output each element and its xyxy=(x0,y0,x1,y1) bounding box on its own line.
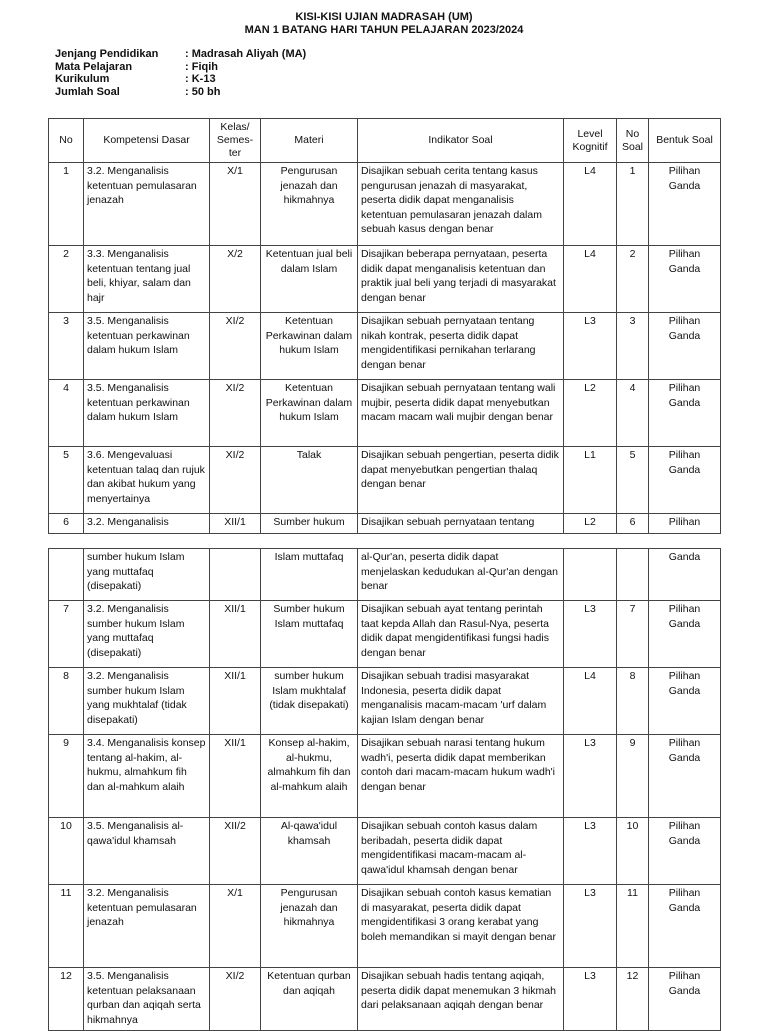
table-cell-no: 1 xyxy=(49,163,84,246)
table-cell-no-soal: 1 xyxy=(617,163,649,246)
table-cell-bentuk: Pilihan Ganda xyxy=(649,885,721,968)
header-no: No xyxy=(49,119,84,163)
table-header-row xyxy=(49,119,721,163)
table-row xyxy=(49,668,721,735)
info-label: Jumlah Soal xyxy=(55,85,120,98)
table-cell-level: L2 xyxy=(564,380,617,447)
table-row xyxy=(49,514,721,534)
document-title: KISI-KISI UJIAN MADRASAH (UM) xyxy=(295,11,473,23)
table-cell-indikator: Disajikan sebuah pernyataan tentang wali mujbir, peserta didik dapat menyebutkan macam macam wali mujbir dengan benar xyxy=(358,380,564,447)
table-cell-bentuk: Pilihan Ganda xyxy=(649,246,721,313)
table-cell-no: 10 xyxy=(49,818,84,885)
table-cell-indikator: Disajikan sebuah pernyataan tentang xyxy=(358,514,564,534)
table-cell-level: L3 xyxy=(564,313,617,380)
info-value: : Madrasah Aliyah (MA) xyxy=(185,48,307,60)
table-cell-indikator: Disajikan sebuah contoh kasus dalam beribadah, peserta didik dapat mengidentifikasi macam-macam al-qawa'idul khamsah dengan benar xyxy=(358,818,564,885)
table-cell-indikator: Disajikan beberapa pernyataan, peserta didik dapat menganalisis ketentuan dan praktik jual beli yang terjadi di masyarakat dengan benar xyxy=(358,246,564,313)
table-cell-kompetensi: 3.5. Menganalisis ketentuan pelaksanaan qurban dan aqiqah serta hikmahnya xyxy=(84,968,210,1031)
table-cell-bentuk: Pilihan Ganda xyxy=(649,313,721,380)
info-value: : K-13 xyxy=(185,73,216,85)
table-cell-kelas: X/1 xyxy=(210,163,261,246)
table-row xyxy=(49,885,721,968)
table-cell-kelas: XI/2 xyxy=(210,313,261,380)
table-cell-kelas: XI/2 xyxy=(210,380,261,447)
table-cell-level xyxy=(564,549,617,601)
table-cell-indikator: Disajikan sebuah contoh kasus kematian di masyarakat, peserta didik dapat mengidentifikasi 3 orang kerabat yang boleh memandikan si mayit dengan benar xyxy=(358,885,564,968)
table-row xyxy=(49,601,721,668)
table-cell-bentuk: Pilihan Ganda xyxy=(649,447,721,514)
header-no-soal: No Soal xyxy=(617,119,649,163)
kisi-table-page-1 xyxy=(48,118,721,534)
table-row xyxy=(49,313,721,380)
table-cell-kelas: XI/2 xyxy=(210,447,261,514)
table-cell-indikator: Disajikan sebuah ayat tentang perintah taat kepda Allah dan Rasul-Nya, peserta didik dapat mengidentifikasi fungsi hadis dengan benar xyxy=(358,601,564,668)
info-block xyxy=(55,48,306,98)
table-cell-materi: Sumber hukum Islam muttafaq xyxy=(261,601,358,668)
table-cell-level: L3 xyxy=(564,968,617,1031)
table-cell-no-soal: 2 xyxy=(617,246,649,313)
table-cell-materi: Konsep al-hakim, al-hukmu, almahkum fih dan al-mahkum alaih xyxy=(261,735,358,818)
table-cell-no-soal: 7 xyxy=(617,601,649,668)
table-cell-kompetensi: 3.6. Mengevaluasi ketentuan talaq dan rujuk dan akibat hukum yang menyertainya xyxy=(84,447,210,514)
info-label: Jenjang Pendidikan xyxy=(55,48,159,60)
header-level: Level Kognitif xyxy=(564,119,617,163)
table-cell-bentuk: Pilihan Ganda xyxy=(649,818,721,885)
table-cell-level: L3 xyxy=(564,735,617,818)
table-cell-kompetensi: 3.2. Menganalisis sumber hukum Islam yang mukhtalaf (tidak disepakati) xyxy=(84,668,210,735)
table-cell-level: L4 xyxy=(564,246,617,313)
table-cell-kompetensi: 3.2. Menganalisis sumber hukum Islam yang muttafaq (disepakati) xyxy=(84,601,210,668)
table-cell-no-soal: 10 xyxy=(617,818,649,885)
table-cell-materi: Pengurusan jenazah dan hikmahnya xyxy=(261,163,358,246)
table-cell-kompetensi: 3.4. Menganalisis konsep tentang al-hakim, al-hukmu, almahkum fih dan al-mahkum alaih xyxy=(84,735,210,818)
table-cell-kelas: XI/2 xyxy=(210,968,261,1031)
table-cell-bentuk: Pilihan xyxy=(649,514,721,534)
info-value: : Fiqih xyxy=(185,60,218,73)
table-cell-bentuk: Pilihan Ganda xyxy=(649,668,721,735)
table-cell-bentuk: Pilihan Ganda xyxy=(649,601,721,668)
table-cell-bentuk: Ganda xyxy=(649,549,721,601)
header-kelas: Kelas/ Semes- ter xyxy=(210,119,261,163)
header-kompetensi: Kompetensi Dasar xyxy=(84,119,210,163)
info-row-mapel xyxy=(55,61,306,74)
table-cell-materi: Pengurusan jenazah dan hikmahnya xyxy=(261,885,358,968)
table-cell-level: L3 xyxy=(564,818,617,885)
table-cell-no-soal: 4 xyxy=(617,380,649,447)
header-materi: Materi xyxy=(261,119,358,163)
table-cell-kompetensi: 3.5. Menganalisis al-qawa'idul khamsah xyxy=(84,818,210,885)
table-cell-no: 4 xyxy=(49,380,84,447)
table-row xyxy=(49,447,721,514)
table-row xyxy=(49,735,721,818)
table-cell-materi: sumber hukum Islam mukhtalaf (tidak disepakati) xyxy=(261,668,358,735)
header-bentuk: Bentuk Soal xyxy=(649,119,721,163)
document-subtitle: MAN 1 BATANG HARI TAHUN PELAJARAN 2023/2024 xyxy=(244,24,524,36)
table-cell-kompetensi: 3.2. Menganalisis ketentuan pemulasaran jenazah xyxy=(84,163,210,246)
table-cell-kelas: XII/1 xyxy=(210,668,261,735)
info-row-jumlah-soal xyxy=(55,86,306,99)
table-row xyxy=(49,246,721,313)
table-cell-no: 9 xyxy=(49,735,84,818)
table-cell-kelas: XII/1 xyxy=(210,735,261,818)
table-cell-materi: Ketentuan qurban dan aqiqah xyxy=(261,968,358,1031)
table-cell-kelas: X/2 xyxy=(210,246,261,313)
table-cell-materi: Islam muttafaq xyxy=(261,549,358,601)
table-cell-indikator: Disajikan sebuah hadis tentang aqiqah, peserta didik dapat menemukan 3 hikmah dari pelaksanaan aqiqah dengan benar xyxy=(358,968,564,1031)
table-cell-level: L3 xyxy=(564,885,617,968)
table-cell-level: L4 xyxy=(564,668,617,735)
info-label: Mata Pelajaran xyxy=(55,60,133,73)
table-cell-no: 3 xyxy=(49,313,84,380)
table-cell-kompetensi: 3.5. Menganalisis ketentuan perkawinan dalam hukum Islam xyxy=(84,380,210,447)
table-cell-kelas: X/1 xyxy=(210,885,261,968)
table-cell-no-soal: 8 xyxy=(617,668,649,735)
table-cell-level: L4 xyxy=(564,163,617,246)
table-cell-level: L2 xyxy=(564,514,617,534)
table-cell-kompetensi: sumber hukum Islam yang muttafaq (disepakati) xyxy=(84,549,210,601)
table-cell-kelas: XII/2 xyxy=(210,818,261,885)
table-cell-no-soal: 12 xyxy=(617,968,649,1031)
table-cell-level: L1 xyxy=(564,447,617,514)
table-row xyxy=(49,549,721,601)
table-cell-bentuk: Pilihan Ganda xyxy=(649,163,721,246)
table-cell-materi: Ketentuan Perkawinan dalam hukum Islam xyxy=(261,313,358,380)
table-cell-bentuk: Pilihan Ganda xyxy=(649,380,721,447)
info-row-kurikulum xyxy=(55,73,306,86)
table-cell-no xyxy=(49,549,84,601)
table-cell-kompetensi: 3.5. Menganalisis ketentuan perkawinan dalam hukum Islam xyxy=(84,313,210,380)
table-row xyxy=(49,380,721,447)
table-row xyxy=(49,818,721,885)
table-cell-indikator: Disajikan sebuah tradisi masyarakat Indonesia, peserta didik dapat menganalisis macam-macam 'urf dalam kajian Islam dengan benar xyxy=(358,668,564,735)
table-cell-materi: Ketentuan jual beli dalam Islam xyxy=(261,246,358,313)
table-cell-no: 7 xyxy=(49,601,84,668)
table-cell-no: 5 xyxy=(49,447,84,514)
info-value: : 50 bh xyxy=(185,85,221,98)
table-row xyxy=(49,968,721,1031)
table-cell-no-soal: 11 xyxy=(617,885,649,968)
table-cell-kelas: XII/1 xyxy=(210,601,261,668)
table-cell-indikator: al-Qur'an, peserta didik dapat menjelaskan kedudukan al-Qur'an dengan benar xyxy=(358,549,564,601)
table-cell-bentuk: Pilihan Ganda xyxy=(649,735,721,818)
table-cell-kelas: XII/1 xyxy=(210,514,261,534)
table-cell-no: 12 xyxy=(49,968,84,1031)
header-indikator: Indikator Soal xyxy=(358,119,564,163)
kisi-table-page-2 xyxy=(48,548,721,1031)
table-cell-no: 8 xyxy=(49,668,84,735)
table-row xyxy=(49,163,721,246)
table-cell-materi: Ketentuan Perkawinan dalam hukum Islam xyxy=(261,380,358,447)
table-cell-kompetensi: 3.2. Menganalisis xyxy=(84,514,210,534)
table-cell-materi: Al-qawa'idul khamsah xyxy=(261,818,358,885)
info-label: Kurikulum xyxy=(55,73,110,85)
table-cell-kompetensi: 3.3. Menganalisis ketentuan tentang jual beli, khiyar, salam dan hajr xyxy=(84,246,210,313)
table-cell-no-soal: 9 xyxy=(617,735,649,818)
table-cell-no-soal: 5 xyxy=(617,447,649,514)
table-cell-indikator: Disajikan sebuah cerita tentang kasus pengurusan jenazah di masyarakat, peserta didik dapat menganalisis ketentuan pemulasaran jenazah dalam sebuah kasus dengan benar xyxy=(358,163,564,246)
table-cell-no: 11 xyxy=(49,885,84,968)
table-cell-level: L3 xyxy=(564,601,617,668)
info-row-jenjang xyxy=(55,48,306,61)
table-cell-no-soal: 3 xyxy=(617,313,649,380)
table-cell-materi: Sumber hukum xyxy=(261,514,358,534)
table-cell-indikator: Disajikan sebuah narasi tentang hukum wadh'i, peserta didik dapat memberikan contoh dari macam-macam hukum wadh'i dengan benar xyxy=(358,735,564,818)
table-cell-materi: Talak xyxy=(261,447,358,514)
table-cell-no: 6 xyxy=(49,514,84,534)
table-cell-kelas xyxy=(210,549,261,601)
table-cell-indikator: Disajikan sebuah pengertian, peserta didik dapat menyebutkan pengertian thalaq dengan benar xyxy=(358,447,564,514)
table-cell-kompetensi: 3.2. Menganalisis ketentuan pemulasaran jenazah xyxy=(84,885,210,968)
table-cell-no: 2 xyxy=(49,246,84,313)
table-cell-bentuk: Pilihan Ganda xyxy=(649,968,721,1031)
table-cell-no-soal: 6 xyxy=(617,514,649,534)
table-cell-no-soal xyxy=(617,549,649,601)
table-cell-indikator: Disajikan sebuah pernyataan tentang nikah kontrak, peserta didik dapat mengidentifikasi pernikahan terlarang dengan benar xyxy=(358,313,564,380)
